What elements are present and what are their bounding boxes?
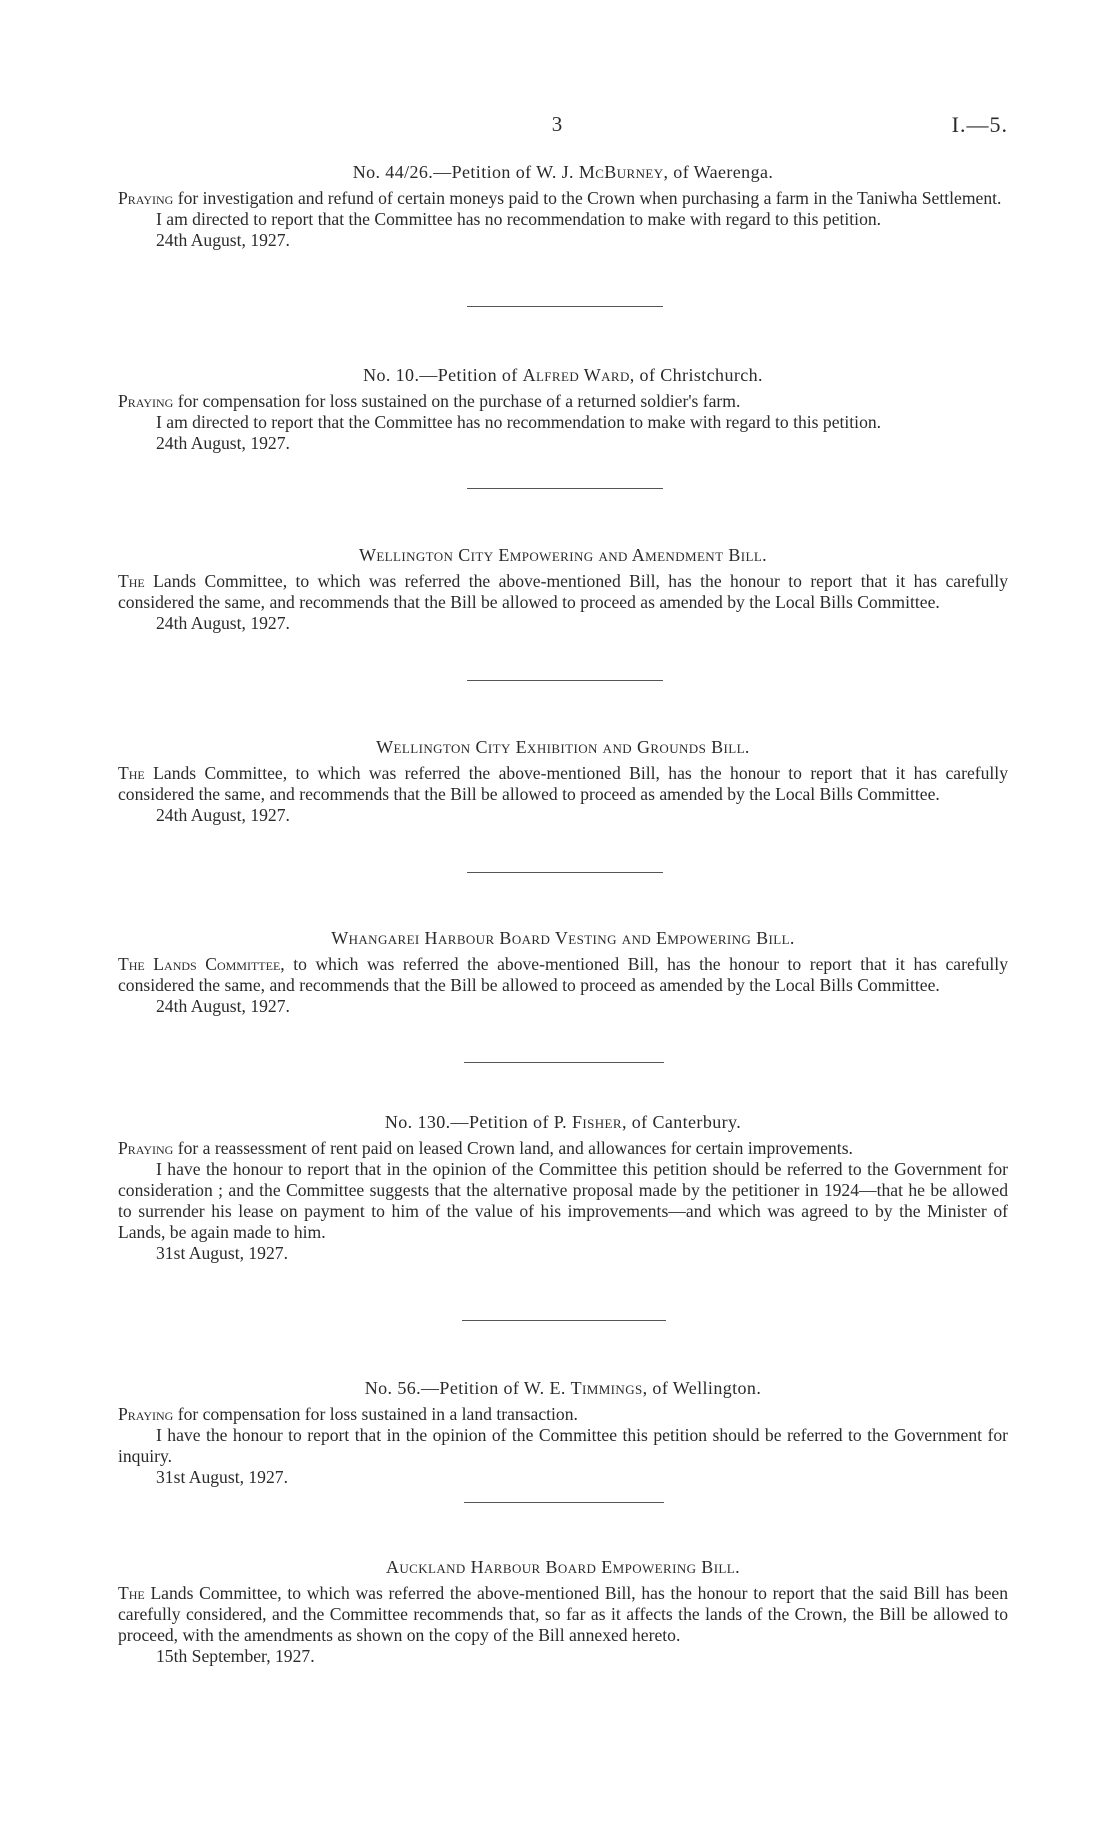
section-title: Auckland Harbour Board Empowering Bill. xyxy=(385,1557,741,1577)
prayer-paragraph: Praying for investigation and refund of certain moneys paid to the Crown when purchasing a farm in the Taniwha Settlement. xyxy=(118,188,1002,208)
page-number: 3 xyxy=(551,112,563,136)
report-date: 24th August, 1927. xyxy=(156,805,290,825)
report-date: 24th August, 1927. xyxy=(156,433,290,453)
section-divider xyxy=(467,872,663,873)
petition-mcburney xyxy=(118,162,1008,251)
report-paragraph: The Lands Committee, to which was referred the above-mentioned Bill, has the honour to report that the said Bill has been carefully considered, and the Committee recommends that, so far as it affects the lands of the Crown, the Bill be allowed to proceed, with the amendments as shown on the copy of the Bill annexed hereto. xyxy=(118,1583,1008,1645)
report-date: 31st August, 1927. xyxy=(156,1243,288,1263)
document-reference: I.—5. xyxy=(951,112,1008,137)
report-paragraph: The Lands Committee, to which was referred the above-mentioned Bill, has the honour to report that it has carefully considered the same, and recommends that the Bill be allowed to proceed as amended by the Local Bills Committee. xyxy=(118,571,1008,612)
petitioner-name: McBurney xyxy=(578,162,664,182)
bill-wellington-exhibition xyxy=(118,737,1008,826)
report-paragraph: The Lands Committee, to which was referred the above-mentioned Bill, has the honour to report that it has carefully considered the same, and recommends that the Bill be allowed to proceed as amended by the Local Bills Committee. xyxy=(118,763,1008,804)
section-title: No. 56.—Petition of W. E. Timmings, of Wellington. xyxy=(364,1378,762,1398)
bill-auckland-harbour xyxy=(118,1557,1008,1667)
petitioner-name: Fisher xyxy=(571,1112,622,1132)
petition-timmings xyxy=(118,1378,1008,1488)
report-paragraph: I am directed to report that the Committee has no recommendation to make with regard to this petition. xyxy=(156,412,882,432)
report-date: 24th August, 1927. xyxy=(156,996,290,1016)
section-title: Wellington City Empowering and Amendment Bill. xyxy=(358,545,768,565)
report-date: 15th September, 1927. xyxy=(156,1646,315,1666)
report-date: 31st August, 1927. xyxy=(156,1467,288,1487)
petition-fisher xyxy=(118,1112,1008,1264)
report-date: 24th August, 1927. xyxy=(156,230,290,250)
section-title: Wellington City Exhibition and Grounds Bill. xyxy=(376,737,750,757)
prayer-paragraph: Praying for a reassessment of rent paid on leased Crown land, and allowances for certain improvements. xyxy=(118,1138,853,1158)
section-title: No. 10.—Petition of Alfred Ward, of Christchurch. xyxy=(363,365,763,385)
section-title: Whangarei Harbour Board Vesting and Empowering Bill. xyxy=(331,928,795,948)
report-paragraph: I have the honour to report that in the opinion of the Committee this petition should be referred to the Government for consideration ; and the Committee suggests that the alternative proposal made by the petitioner in 1924—that he be allowed to surrender his lease on payment to him of the value of his improvements—and which was agreed to by the Minister of Lands, be again made to him. xyxy=(118,1159,1008,1242)
bill-wellington-empowering xyxy=(118,545,1008,634)
section-divider xyxy=(462,1320,666,1321)
section-divider xyxy=(467,306,663,307)
petition-ward xyxy=(118,365,1008,454)
report-paragraph: I have the honour to report that in the opinion of the Committee this petition should be referred to the Government for inquiry. xyxy=(118,1425,1008,1466)
prayer-paragraph: Praying for compensation for loss sustained on the purchase of a returned soldier's farm. xyxy=(118,391,741,411)
section-divider xyxy=(464,1502,664,1503)
section-title: No. 130.—Petition of P. Fisher, of Canterbury. xyxy=(384,1112,742,1132)
petitioner-name: Alfred Ward xyxy=(522,365,630,385)
page-header xyxy=(0,112,1114,142)
report-paragraph: I am directed to report that the Committee has no recommendation to make with regard to this petition. xyxy=(156,209,882,229)
section-divider xyxy=(467,680,663,681)
prayer-paragraph: Praying for compensation for loss sustained in a land transaction. xyxy=(118,1404,578,1424)
petitioner-name: Timmings xyxy=(570,1378,643,1398)
report-date: 24th August, 1927. xyxy=(156,613,290,633)
section-divider xyxy=(464,1062,664,1063)
bill-whangarei-harbour xyxy=(118,928,1008,1017)
report-paragraph: The Lands Committee, to which was referred the above-mentioned Bill, has the honour to report that it has carefully considered the same, and recommends that the Bill be allowed to proceed as amended by the Local Bills Committee. xyxy=(118,954,1008,995)
section-divider xyxy=(467,488,663,489)
section-title: No. 44/26.—Petition of W. J. McBurney, of Waerenga. xyxy=(352,162,774,182)
